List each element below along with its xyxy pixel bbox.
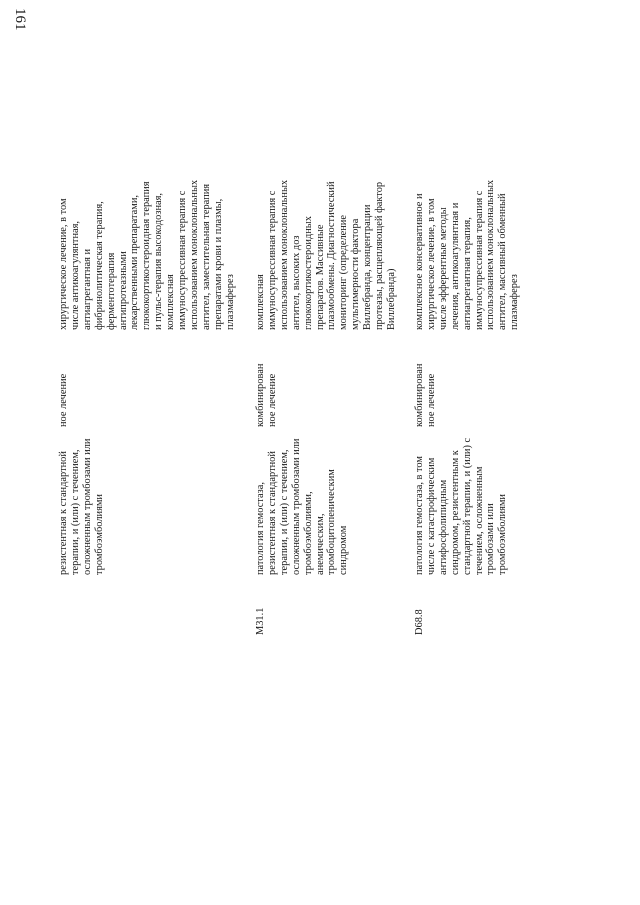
row-2-method: комплексное консервативное и хирургическое лечение, в том числе эфферентные методы лечения, антикоагулянтная и антиагрегантная терапия, иммуносупрессивная терапия с использованием моноклональных антител, массивный обменный плазмаферез [414,179,521,330]
row-1-method: комплексная иммуносупрессивная терапия с использованием моноклональных антител, высоких доз глюкокортикостероидных препаратов. Массивные плазмообмены. Диагностический мониторинг (определение мультимерности фактора Виллебранда, концентрации протеазы, расщепляющей фактор Виллебранда) [255,179,397,330]
row-1-treatment-type: комбинирован ное лечение [255,363,278,427]
row-1-description: патология гемостаза, резистентная к стандартной терапии, и (или) с течением, осложненным тромбозами или тромбоэмболиями, анемическим, тромбоцитопеническим синдромом [255,438,350,575]
row-2-treatment-type: комбинирован ное лечение [414,363,437,427]
row-0-description: резистентная к стандартной терапии, и (или) с течением, осложненным тромбозами или тромбоэмболиями [58,438,105,575]
page-number: 161 [12,8,28,31]
row-2-code: D68.8 [414,609,425,635]
row-0-treatment-type: ное лечение [58,373,69,427]
row-0-method: хирургическое лечение, в том числе антикоагулянтная, антиагрегантная и фибринолитическая терапия, ферментотерапия антипротеазными лекарственными препаратами, глюкокортикостероидная терапия и пульс-терапия высокодозная, комплексная иммуносупрессивная терапия с использованием моноклональных антител, заместительная терапия препаратами крови и плазмы, плазмаферез [58,179,236,330]
row-1-code: М31.1 [255,607,266,635]
row-2-description: патология гемостаза, в том числе с катастрофическим антифосфолипидным синдромом, резистентным к стандартной терапии, и (или) с течением, осложненным тромбозами или тромбоэмболиями [414,437,509,575]
